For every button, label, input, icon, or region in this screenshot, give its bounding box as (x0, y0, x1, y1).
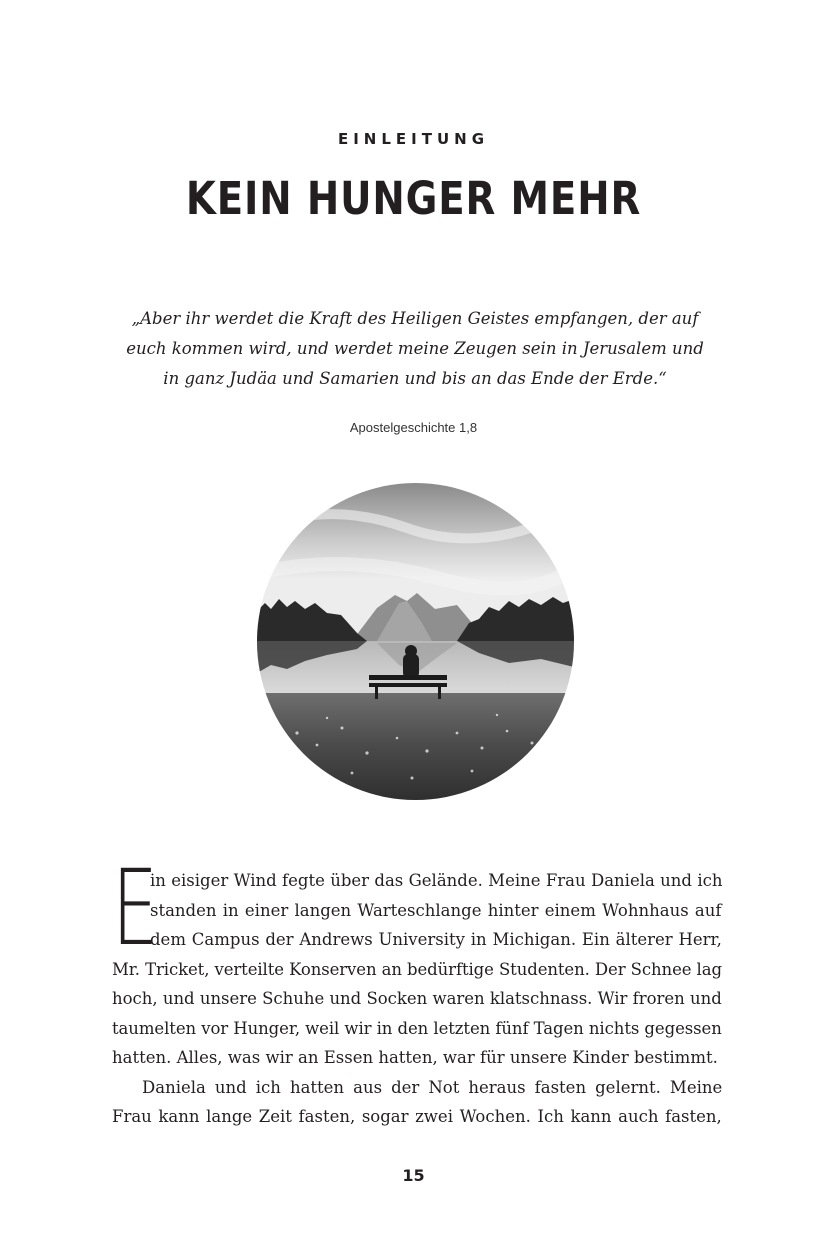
body-line: dem Campus der Andrews University in Michigan. Ein älterer Herr, (150, 930, 722, 949)
body-line: in eisiger Wind fegte über das Gelände. Meine Frau Daniela und ich (150, 871, 723, 890)
epigraph-quote (110, 304, 720, 394)
drop-cap: E (112, 847, 159, 969)
chapter-kicker: EINLEITUNG (337, 130, 490, 148)
body-line: Mr. Tricket, verteilte Konserven an bedürftige Studenten. Der Schnee lag (112, 959, 722, 979)
body-line: standen in einer langen Warteschlange hinter einem Wohnhaus auf (150, 900, 722, 920)
body-line: Daniela und ich hatten aus der Not heraus fasten gelernt. Meine (142, 1077, 723, 1097)
epigraph-line: in ganz Judäa und Samarien und bis an das Ende der Erde.“ (163, 369, 667, 388)
page-number: 15 (402, 1166, 425, 1185)
body-line: Frau kann lange Zeit fasten, sogar zwei Wochen. Ich kann auch fasten, (112, 1107, 722, 1126)
epigraph-line: „Aber ihr werdet die Kraft des Heiligen Geistes empfangen, der auf (131, 309, 699, 328)
body-line: hatten. Alles, was wir an Essen hatten, war für unsere Kinder bestimmt. (112, 1048, 718, 1067)
epigraph-source: Apostelgeschichte 1,8 (349, 420, 478, 435)
body-text (112, 847, 723, 1132)
lake-bench-photo-icon (257, 483, 574, 800)
body-line: taumelten vor Hunger, weil wir in den letzten fünf Tagen nichts gegessen (112, 1018, 722, 1038)
epigraph-line: euch kommen wird, und werdet meine Zeugen sein in Jerusalem und (126, 339, 704, 358)
body-line: hoch, und unsere Schuhe und Socken waren klatschnass. Wir froren und (112, 989, 722, 1008)
chapter-title: KEIN HUNGER MEHR (185, 172, 642, 225)
